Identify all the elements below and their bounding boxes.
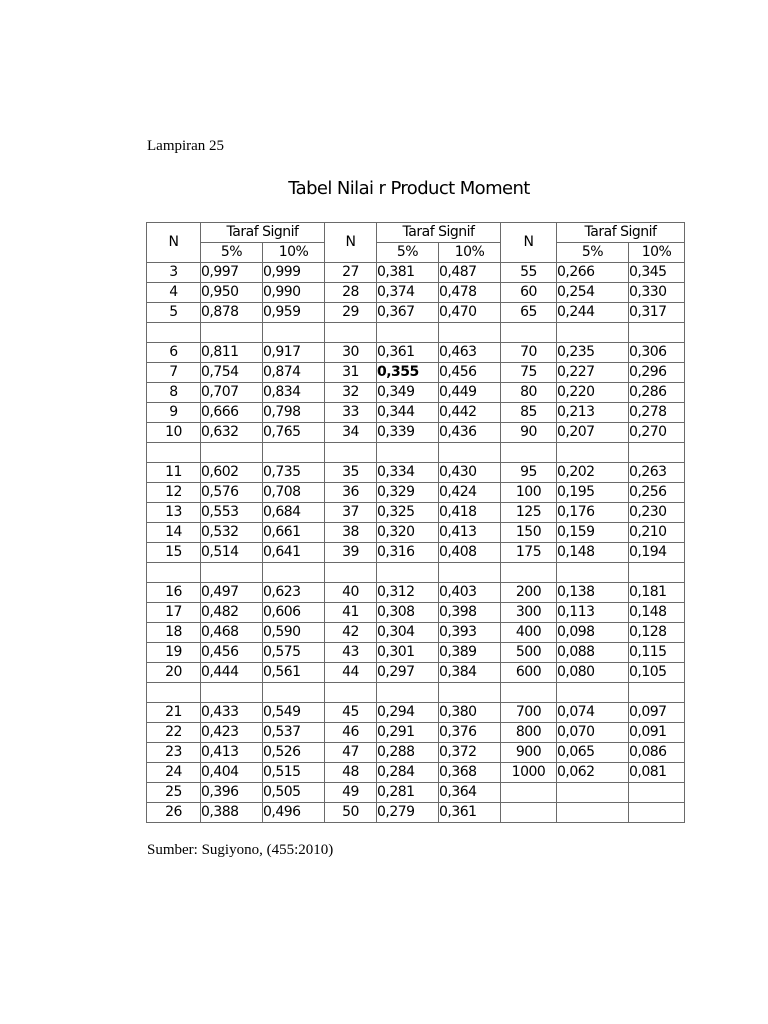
header-5pct-2: 5% — [377, 243, 439, 263]
r-value-cell: 0,256 — [629, 483, 685, 503]
r-value-cell: 0,080 — [557, 663, 629, 683]
n-cell: 5 — [147, 303, 201, 323]
r-value-cell: 0,388 — [201, 803, 263, 823]
n-cell: 85 — [501, 403, 557, 423]
r-value-cell — [439, 323, 501, 343]
r-value-cell: 0,380 — [439, 703, 501, 723]
r-value-cell — [557, 683, 629, 703]
n-cell: 150 — [501, 523, 557, 543]
n-cell: 6 — [147, 343, 201, 363]
n-cell: 700 — [501, 703, 557, 723]
r-value-cell: 0,396 — [201, 783, 263, 803]
source-note: Sumber: Sugiyono, (455:2010) — [147, 842, 334, 858]
header-n-2: N — [325, 223, 377, 263]
r-value-cell: 0,456 — [201, 643, 263, 663]
table-row — [147, 643, 685, 663]
r-value-cell: 0,220 — [557, 383, 629, 403]
r-value-cell — [263, 683, 325, 703]
r-value-cell: 0,444 — [201, 663, 263, 683]
r-value-cell: 0,128 — [629, 623, 685, 643]
n-cell: 48 — [325, 763, 377, 783]
r-value-cell: 0,344 — [377, 403, 439, 423]
n-cell: 23 — [147, 743, 201, 763]
r-value-cell: 0,304 — [377, 623, 439, 643]
r-value-cell — [629, 443, 685, 463]
r-value-cell: 0,281 — [377, 783, 439, 803]
n-cell: 3 — [147, 263, 201, 283]
table-row — [147, 403, 685, 423]
n-cell: 13 — [147, 503, 201, 523]
r-value-cell: 0,296 — [629, 363, 685, 383]
n-cell: 7 — [147, 363, 201, 383]
n-cell: 175 — [501, 543, 557, 563]
r-value-cell: 0,442 — [439, 403, 501, 423]
r-value-cell — [629, 323, 685, 343]
n-cell: 200 — [501, 583, 557, 603]
r-value-cell — [263, 323, 325, 343]
table-row — [147, 703, 685, 723]
n-cell: 45 — [325, 703, 377, 723]
r-value-cell: 0,097 — [629, 703, 685, 723]
r-value-cell: 0,376 — [439, 723, 501, 743]
n-cell: 8 — [147, 383, 201, 403]
r-value-cell: 0,105 — [629, 663, 685, 683]
n-cell: 25 — [147, 783, 201, 803]
r-value-cell: 0,148 — [629, 603, 685, 623]
r-value-cell: 0,575 — [263, 643, 325, 663]
n-cell: 400 — [501, 623, 557, 643]
r-value-cell: 0,532 — [201, 523, 263, 543]
r-value-cell: 0,227 — [557, 363, 629, 383]
r-value-cell: 0,279 — [377, 803, 439, 823]
n-cell: 600 — [501, 663, 557, 683]
n-cell: 60 — [501, 283, 557, 303]
caption-label: Lampiran 25 — [147, 138, 225, 154]
n-cell: 55 — [501, 263, 557, 283]
r-value-cell: 0,661 — [263, 523, 325, 543]
n-cell: 16 — [147, 583, 201, 603]
r-value-cell — [263, 563, 325, 583]
r-value-cell: 0,632 — [201, 423, 263, 443]
r-value-cell: 0,244 — [557, 303, 629, 323]
r-value-cell: 0,606 — [263, 603, 325, 623]
r-value-cell: 0,088 — [557, 643, 629, 663]
r-value-cell: 0,345 — [629, 263, 685, 283]
r-value-cell — [557, 783, 629, 803]
table-row — [147, 383, 685, 403]
r-value-cell — [201, 683, 263, 703]
n-cell: 10 — [147, 423, 201, 443]
n-cell: 300 — [501, 603, 557, 623]
r-value-cell: 0,334 — [377, 463, 439, 483]
r-value-cell — [377, 323, 439, 343]
r-value-cell: 0,364 — [439, 783, 501, 803]
r-value-cell: 0,514 — [201, 543, 263, 563]
n-cell — [501, 563, 557, 583]
r-value-cell — [629, 683, 685, 703]
r-value-cell: 0,278 — [629, 403, 685, 423]
r-value-cell: 0,553 — [201, 503, 263, 523]
r-value-cell: 0,312 — [377, 583, 439, 603]
r-value-cell: 0,148 — [557, 543, 629, 563]
r-product-moment-table — [146, 222, 685, 823]
n-cell — [501, 783, 557, 803]
r-value-cell: 0,393 — [439, 623, 501, 643]
r-value-cell: 0,194 — [629, 543, 685, 563]
r-value-cell: 0,433 — [201, 703, 263, 723]
r-value-cell: 0,423 — [201, 723, 263, 743]
r-value-cell: 0,159 — [557, 523, 629, 543]
r-value-cell: 0,176 — [557, 503, 629, 523]
r-value-cell: 0,181 — [629, 583, 685, 603]
r-value-cell: 0,086 — [629, 743, 685, 763]
n-cell: 32 — [325, 383, 377, 403]
n-cell: 95 — [501, 463, 557, 483]
n-cell: 15 — [147, 543, 201, 563]
r-value-cell: 0,266 — [557, 263, 629, 283]
r-value-cell: 0,098 — [557, 623, 629, 643]
table-title: Tabel Nilai r Product Moment — [288, 178, 530, 199]
table-row — [147, 803, 685, 823]
r-value-cell: 0,684 — [263, 503, 325, 523]
header-10pct-2: 10% — [439, 243, 501, 263]
r-value-cell: 0,065 — [557, 743, 629, 763]
r-value-cell: 0,288 — [377, 743, 439, 763]
n-cell: 47 — [325, 743, 377, 763]
r-value-cell: 0,463 — [439, 343, 501, 363]
r-value-cell: 0,316 — [377, 543, 439, 563]
n-cell: 90 — [501, 423, 557, 443]
r-value-cell: 0,959 — [263, 303, 325, 323]
r-value-cell: 0,641 — [263, 543, 325, 563]
n-cell: 27 — [325, 263, 377, 283]
r-value-cell: 0,263 — [629, 463, 685, 483]
n-cell: 14 — [147, 523, 201, 543]
n-cell: 46 — [325, 723, 377, 743]
r-value-cell: 0,430 — [439, 463, 501, 483]
r-value-cell: 0,213 — [557, 403, 629, 423]
table-body — [147, 263, 685, 823]
n-cell: 70 — [501, 343, 557, 363]
r-value-cell: 0,666 — [201, 403, 263, 423]
r-value-cell — [377, 563, 439, 583]
r-value-cell: 0,537 — [263, 723, 325, 743]
header-taraf-signif-3: Taraf Signif — [557, 223, 685, 243]
r-value-cell: 0,576 — [201, 483, 263, 503]
table-row — [147, 503, 685, 523]
r-value-cell: 0,355 — [377, 363, 439, 383]
r-value-cell: 0,091 — [629, 723, 685, 743]
r-value-cell: 0,470 — [439, 303, 501, 323]
r-value-cell: 0,754 — [201, 363, 263, 383]
n-cell: 44 — [325, 663, 377, 683]
header-10pct-1: 10% — [263, 243, 325, 263]
r-value-cell — [629, 563, 685, 583]
r-value-cell: 0,230 — [629, 503, 685, 523]
r-value-cell: 0,115 — [629, 643, 685, 663]
r-value-cell: 0,413 — [439, 523, 501, 543]
n-cell: 28 — [325, 283, 377, 303]
table-row — [147, 623, 685, 643]
r-value-cell: 0,349 — [377, 383, 439, 403]
n-cell: 24 — [147, 763, 201, 783]
n-cell: 43 — [325, 643, 377, 663]
table-row — [147, 743, 685, 763]
r-value-cell: 0,811 — [201, 343, 263, 363]
r-value-cell: 0,270 — [629, 423, 685, 443]
r-value-cell: 0,418 — [439, 503, 501, 523]
n-cell: 26 — [147, 803, 201, 823]
header-n-3: N — [501, 223, 557, 263]
r-value-cell: 0,254 — [557, 283, 629, 303]
r-value-cell: 0,330 — [629, 283, 685, 303]
header-5pct-3: 5% — [557, 243, 629, 263]
r-value-cell: 0,917 — [263, 343, 325, 363]
r-value-cell: 0,590 — [263, 623, 325, 643]
n-cell — [147, 683, 201, 703]
header-taraf-signif-2: Taraf Signif — [377, 223, 501, 243]
r-value-cell: 0,062 — [557, 763, 629, 783]
n-cell: 21 — [147, 703, 201, 723]
r-value-cell: 0,468 — [201, 623, 263, 643]
r-value-cell: 0,317 — [629, 303, 685, 323]
r-value-cell: 0,301 — [377, 643, 439, 663]
r-value-cell: 0,623 — [263, 583, 325, 603]
r-value-cell: 0,561 — [263, 663, 325, 683]
r-value-cell: 0,997 — [201, 263, 263, 283]
r-value-cell: 0,297 — [377, 663, 439, 683]
n-cell: 80 — [501, 383, 557, 403]
n-cell — [325, 443, 377, 463]
r-value-cell: 0,478 — [439, 283, 501, 303]
n-cell: 75 — [501, 363, 557, 383]
n-cell: 42 — [325, 623, 377, 643]
n-cell: 19 — [147, 643, 201, 663]
n-cell — [325, 323, 377, 343]
table-row — [147, 603, 685, 623]
header-taraf-signif-1: Taraf Signif — [201, 223, 325, 243]
r-value-cell: 0,210 — [629, 523, 685, 543]
r-value-cell: 0,456 — [439, 363, 501, 383]
r-value-cell — [201, 323, 263, 343]
r-value-cell — [557, 443, 629, 463]
r-value-cell: 0,834 — [263, 383, 325, 403]
r-value-cell: 0,403 — [439, 583, 501, 603]
r-value-cell — [263, 443, 325, 463]
r-value-cell: 0,368 — [439, 763, 501, 783]
r-value-cell: 0,381 — [377, 263, 439, 283]
n-cell: 50 — [325, 803, 377, 823]
r-value-cell: 0,361 — [377, 343, 439, 363]
table-spacer-row — [147, 323, 685, 343]
n-cell: 39 — [325, 543, 377, 563]
r-value-cell — [629, 803, 685, 823]
r-value-cell: 0,496 — [263, 803, 325, 823]
header-10pct-3: 10% — [629, 243, 685, 263]
r-value-cell — [557, 323, 629, 343]
r-value-cell: 0,207 — [557, 423, 629, 443]
r-value-cell: 0,424 — [439, 483, 501, 503]
table-row — [147, 783, 685, 803]
n-cell: 30 — [325, 343, 377, 363]
r-value-cell: 0,235 — [557, 343, 629, 363]
r-value-cell: 0,482 — [201, 603, 263, 623]
r-value-cell: 0,999 — [263, 263, 325, 283]
r-value-cell — [629, 783, 685, 803]
r-value-cell: 0,284 — [377, 763, 439, 783]
n-cell: 800 — [501, 723, 557, 743]
r-value-cell: 0,990 — [263, 283, 325, 303]
n-cell — [501, 443, 557, 463]
r-value-cell: 0,602 — [201, 463, 263, 483]
r-value-cell: 0,735 — [263, 463, 325, 483]
n-cell: 38 — [325, 523, 377, 543]
n-cell: 33 — [325, 403, 377, 423]
r-value-cell: 0,074 — [557, 703, 629, 723]
n-cell — [147, 563, 201, 583]
n-cell: 1000 — [501, 763, 557, 783]
table-row — [147, 763, 685, 783]
r-value-cell: 0,372 — [439, 743, 501, 763]
table-row — [147, 463, 685, 483]
table-spacer-row — [147, 563, 685, 583]
n-cell: 125 — [501, 503, 557, 523]
r-value-cell: 0,798 — [263, 403, 325, 423]
n-cell: 49 — [325, 783, 377, 803]
r-value-cell: 0,306 — [629, 343, 685, 363]
table-spacer-row — [147, 443, 685, 463]
r-value-cell — [439, 683, 501, 703]
r-value-cell: 0,081 — [629, 763, 685, 783]
r-value-cell: 0,408 — [439, 543, 501, 563]
n-cell — [501, 683, 557, 703]
r-value-cell: 0,291 — [377, 723, 439, 743]
r-value-cell: 0,515 — [263, 763, 325, 783]
n-cell: 100 — [501, 483, 557, 503]
table-row — [147, 263, 685, 283]
n-cell — [325, 563, 377, 583]
n-cell: 4 — [147, 283, 201, 303]
table-row — [147, 363, 685, 383]
r-value-cell: 0,070 — [557, 723, 629, 743]
r-value-cell: 0,398 — [439, 603, 501, 623]
r-value-cell — [377, 443, 439, 463]
table-spacer-row — [147, 683, 685, 703]
r-value-cell: 0,384 — [439, 663, 501, 683]
n-cell — [147, 323, 201, 343]
n-cell — [501, 803, 557, 823]
r-value-cell: 0,449 — [439, 383, 501, 403]
r-value-cell: 0,339 — [377, 423, 439, 443]
n-cell: 37 — [325, 503, 377, 523]
r-value-cell: 0,195 — [557, 483, 629, 503]
table-row — [147, 283, 685, 303]
r-value-cell: 0,404 — [201, 763, 263, 783]
r-value-cell: 0,874 — [263, 363, 325, 383]
r-value-cell: 0,765 — [263, 423, 325, 443]
n-cell: 34 — [325, 423, 377, 443]
r-value-cell: 0,202 — [557, 463, 629, 483]
r-value-cell: 0,325 — [377, 503, 439, 523]
r-value-cell: 0,308 — [377, 603, 439, 623]
n-cell: 22 — [147, 723, 201, 743]
n-cell: 900 — [501, 743, 557, 763]
n-cell: 65 — [501, 303, 557, 323]
table-row — [147, 723, 685, 743]
r-value-cell: 0,413 — [201, 743, 263, 763]
n-cell: 35 — [325, 463, 377, 483]
r-value-cell: 0,138 — [557, 583, 629, 603]
n-cell: 36 — [325, 483, 377, 503]
n-cell — [501, 323, 557, 343]
r-value-cell: 0,367 — [377, 303, 439, 323]
r-value-cell — [439, 563, 501, 583]
n-cell: 17 — [147, 603, 201, 623]
r-value-cell: 0,389 — [439, 643, 501, 663]
r-value-cell — [557, 803, 629, 823]
r-value-cell: 0,505 — [263, 783, 325, 803]
r-value-cell: 0,113 — [557, 603, 629, 623]
r-value-cell — [377, 683, 439, 703]
r-value-cell: 0,708 — [263, 483, 325, 503]
r-value-cell — [557, 563, 629, 583]
r-value-cell: 0,707 — [201, 383, 263, 403]
r-value-cell — [201, 443, 263, 463]
n-cell: 29 — [325, 303, 377, 323]
r-value-cell: 0,320 — [377, 523, 439, 543]
r-value-cell: 0,487 — [439, 263, 501, 283]
r-value-cell: 0,329 — [377, 483, 439, 503]
r-value-cell: 0,286 — [629, 383, 685, 403]
table-row — [147, 663, 685, 683]
n-cell: 9 — [147, 403, 201, 423]
n-cell — [325, 683, 377, 703]
r-value-cell: 0,878 — [201, 303, 263, 323]
n-cell: 500 — [501, 643, 557, 663]
r-value-cell: 0,294 — [377, 703, 439, 723]
r-value-cell: 0,950 — [201, 283, 263, 303]
n-cell: 40 — [325, 583, 377, 603]
header-n-1: N — [147, 223, 201, 263]
r-value-cell: 0,526 — [263, 743, 325, 763]
r-value-cell — [201, 563, 263, 583]
r-value-cell: 0,497 — [201, 583, 263, 603]
n-cell — [147, 443, 201, 463]
table-row — [147, 343, 685, 363]
n-cell: 18 — [147, 623, 201, 643]
r-value-cell: 0,436 — [439, 423, 501, 443]
table-row — [147, 583, 685, 603]
n-cell: 12 — [147, 483, 201, 503]
table-row — [147, 303, 685, 323]
r-value-cell: 0,374 — [377, 283, 439, 303]
table-row — [147, 483, 685, 503]
r-value-cell — [439, 443, 501, 463]
r-value-cell: 0,361 — [439, 803, 501, 823]
table-row — [147, 523, 685, 543]
r-value-cell: 0,549 — [263, 703, 325, 723]
header-5pct-1: 5% — [201, 243, 263, 263]
n-cell: 20 — [147, 663, 201, 683]
n-cell: 11 — [147, 463, 201, 483]
table-row — [147, 423, 685, 443]
table-row — [147, 543, 685, 563]
n-cell: 31 — [325, 363, 377, 383]
n-cell: 41 — [325, 603, 377, 623]
